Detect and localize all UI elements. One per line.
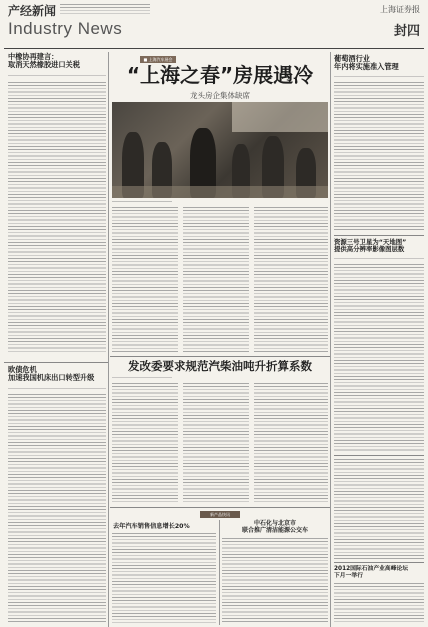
page-number: 封四 (393, 24, 420, 39)
headline-left2: 欧债危机 加速我国机床出口转型升级 (8, 365, 95, 383)
divider (110, 356, 330, 357)
headline-main: “上海之春”房展遇冷 (126, 63, 314, 87)
section-title-cn: 产经新闻 (8, 4, 57, 18)
headline-left1: 中橡协再建言： 取消天然橡胶进口关税 (8, 52, 80, 70)
article-body-banner-col3 (254, 383, 328, 503)
main-photo (112, 102, 328, 198)
byline-placeholder (8, 388, 106, 391)
byline-placeholder (112, 377, 172, 380)
headline-right1: 葡萄酒行业 年内将实施准入管理 (334, 54, 399, 72)
ad-section-label: 新产品快讯 (200, 511, 240, 518)
article-body-right2-cont (334, 459, 424, 559)
article-body-right1 (334, 82, 424, 232)
article-body-right2 (334, 264, 424, 452)
masthead (8, 2, 158, 46)
article-body-left1 (8, 82, 106, 352)
article-body-main-col3 (254, 207, 328, 352)
column-divider (108, 52, 109, 362)
headline-bottom-right: 中石化与北京市 联合推广清洁能源公交车 (241, 520, 308, 534)
headline-banner: 发改委要求规范汽柴油吨升折算系数 (128, 359, 312, 373)
byline-placeholder (334, 258, 424, 261)
section-title-en: Industry News (8, 19, 123, 38)
column-divider (219, 520, 220, 625)
headline-right2: 资源三号卫星为“天地图” 提供高分辨率影像图层数 (334, 238, 407, 254)
divider (334, 562, 424, 563)
article-body-banner-col1 (112, 383, 178, 503)
masthead-rule (4, 48, 424, 49)
subheadline-main: 龙头房企集体缺席 (190, 91, 250, 100)
column-divider (108, 362, 109, 627)
article-body-main-col1 (112, 207, 178, 352)
photo-caption-placeholder (112, 201, 172, 204)
article-body-right3 (334, 583, 424, 623)
article-body-banner-col2 (183, 383, 249, 503)
headline-right3: 2012国际石油产业高峰论坛 下月一举行 (334, 566, 409, 579)
article-body-bottom-mid (112, 533, 216, 623)
divider (334, 455, 424, 456)
article-body-bottom-right (222, 538, 328, 623)
kicker-tag: ■ 上海汽车展会 (140, 56, 176, 63)
byline-placeholder (8, 75, 106, 78)
divider (4, 362, 108, 363)
divider (334, 235, 424, 236)
divider (110, 507, 330, 508)
paper-name: 上海证券报 (380, 5, 420, 14)
headline-bottom-mid: 去年汽车销售信息增长20% (113, 523, 190, 530)
article-body-left2 (8, 394, 106, 622)
byline-placeholder (334, 76, 424, 79)
column-divider (330, 52, 331, 627)
article-body-main-col2 (183, 207, 249, 352)
masthead-meta-lines (60, 4, 150, 14)
